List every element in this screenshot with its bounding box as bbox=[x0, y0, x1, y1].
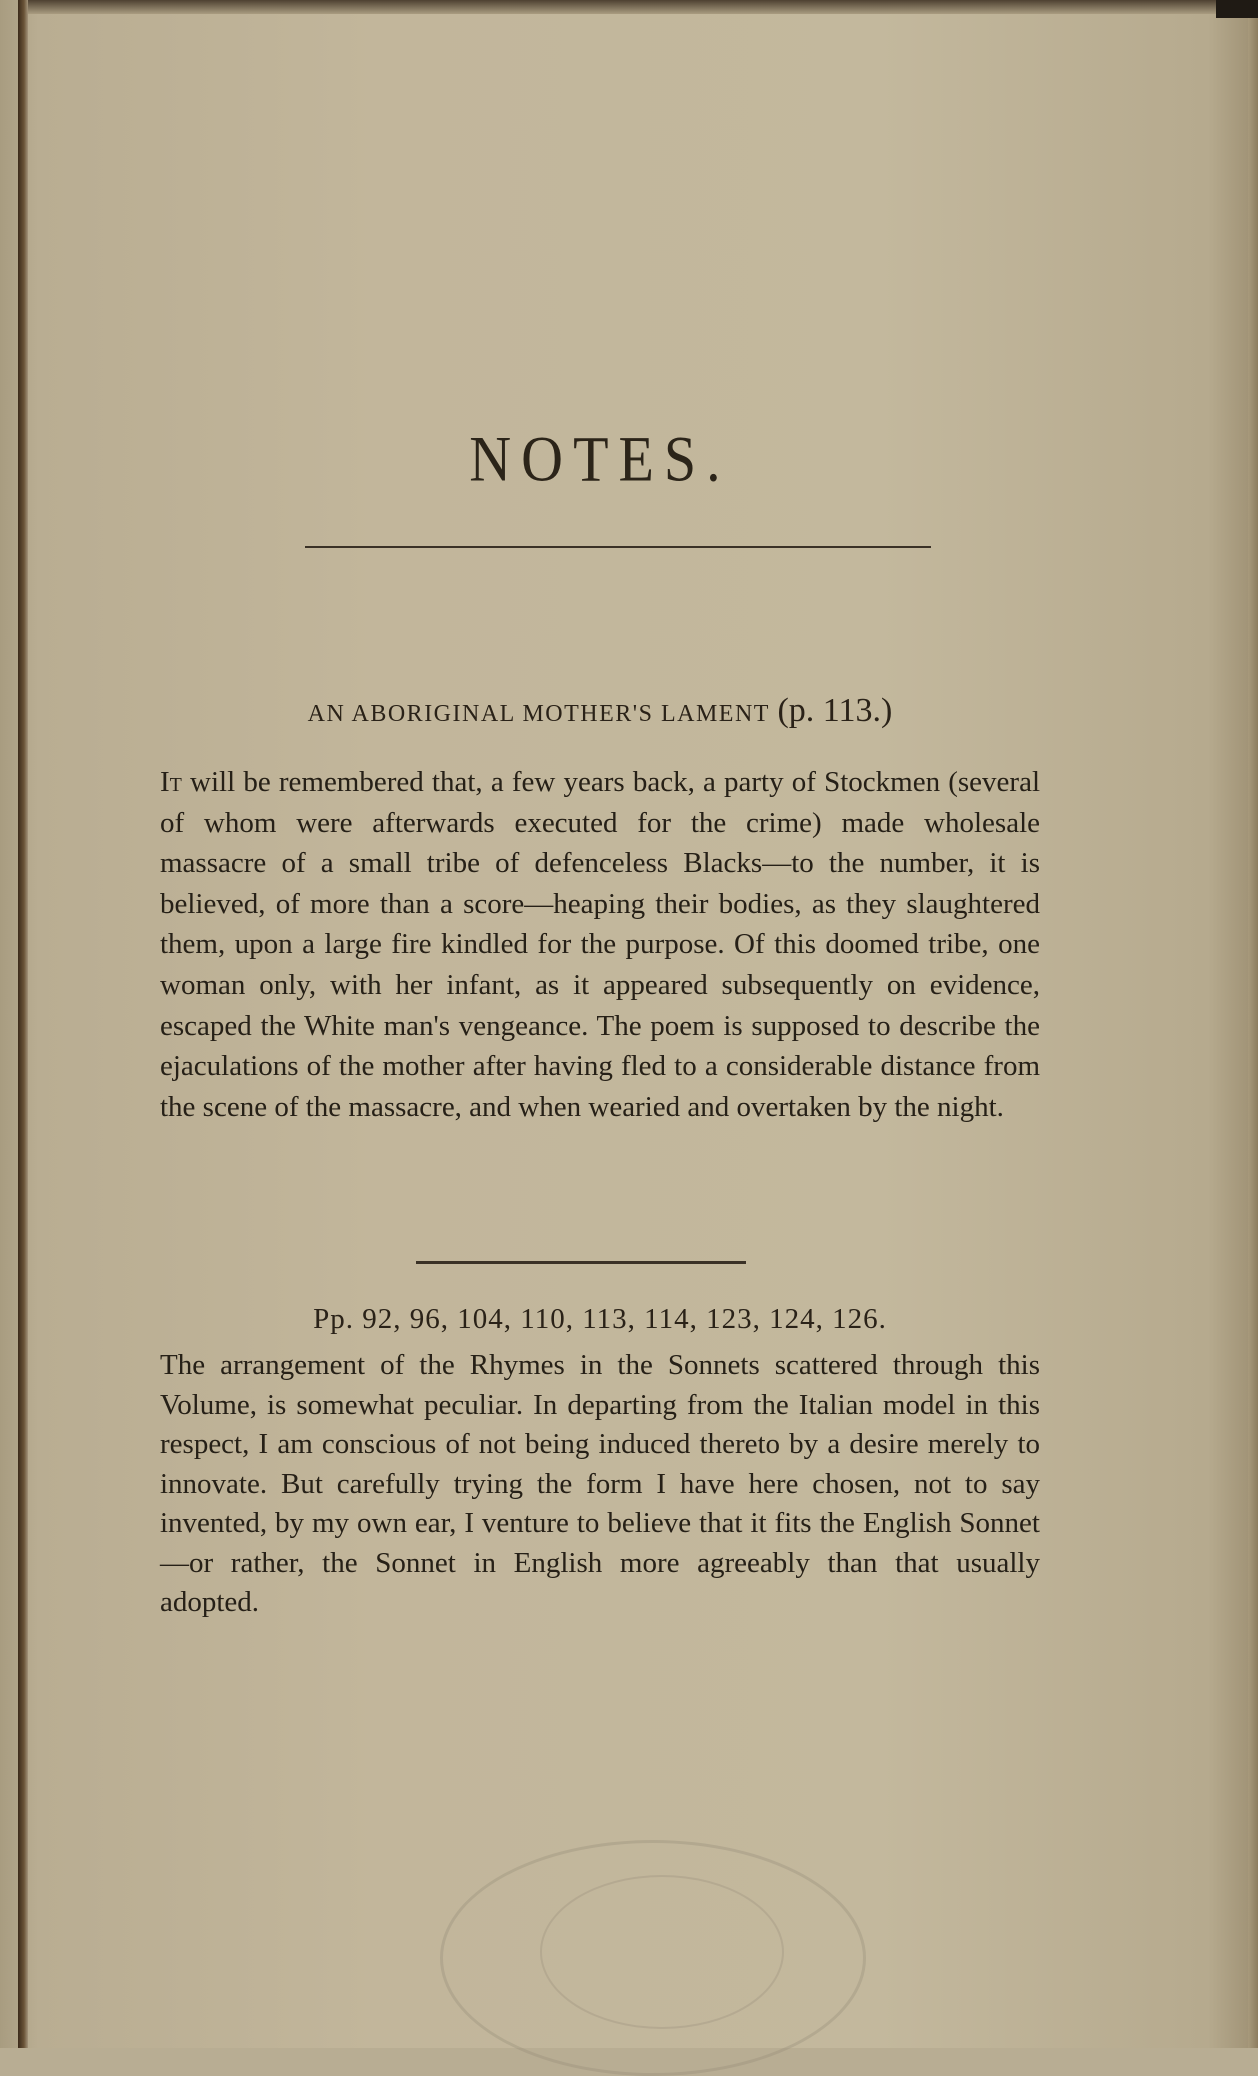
sonnet-note-paragraph: The arrangement of the Rhymes in the Sonnets scattered through this Volume, is somewhat peculiar. In departing from the Italian model in this respect, I am conscious of not being induced thereto by a desire merely to innovate. But carefully trying the form I have here chosen, not to say invented, by my own ear, I venture to believe that it fits the English Sonnet—or rather, the Sonnet in English more agreeably than that usually adopted. bbox=[160, 1349, 1040, 1618]
top-page-edge bbox=[28, 0, 1228, 14]
library-stamp-inner-ring bbox=[540, 1875, 784, 2029]
section-heading bbox=[150, 692, 1050, 730]
lament-note-text: will be remembered that, a few years back, a party of Stockmen (several of whom were afterwards executed for the crime) made wholesale massacre of a small tribe of defenceless Blacks—to the number, it is believed, of more than a score—heaping their bodies, as they slaughtered them, upon a large fire kindled for the purpose. Of this doomed tribe, one woman only, with her infant, as it appeared subsequently on evidence, escaped the White man's vengeance. The poem is supposed to describe the ejaculations of the mother after having fled to a considerable distance from the scene of the massacre, and when wearied and overtaken by the night. bbox=[160, 766, 1040, 1123]
corner-edge bbox=[1216, 0, 1258, 18]
lament-note-paragraph bbox=[160, 762, 1040, 1127]
spine-edge bbox=[18, 0, 28, 2048]
section-heading-text: AN ABORIGINAL MOTHER'S LAMENT bbox=[307, 701, 770, 727]
title-divider bbox=[305, 546, 931, 548]
section-page-reference: (p. 113.) bbox=[777, 692, 893, 729]
paragraph-initial: It bbox=[160, 766, 182, 798]
section-divider bbox=[416, 1261, 746, 1264]
right-page-edge bbox=[1248, 18, 1258, 2048]
sonnet-page-references: Pp. 92, 96, 104, 110, 113, 114, 123, 124, 126. bbox=[313, 1303, 887, 1335]
page-title: NOTES. bbox=[469, 422, 731, 495]
